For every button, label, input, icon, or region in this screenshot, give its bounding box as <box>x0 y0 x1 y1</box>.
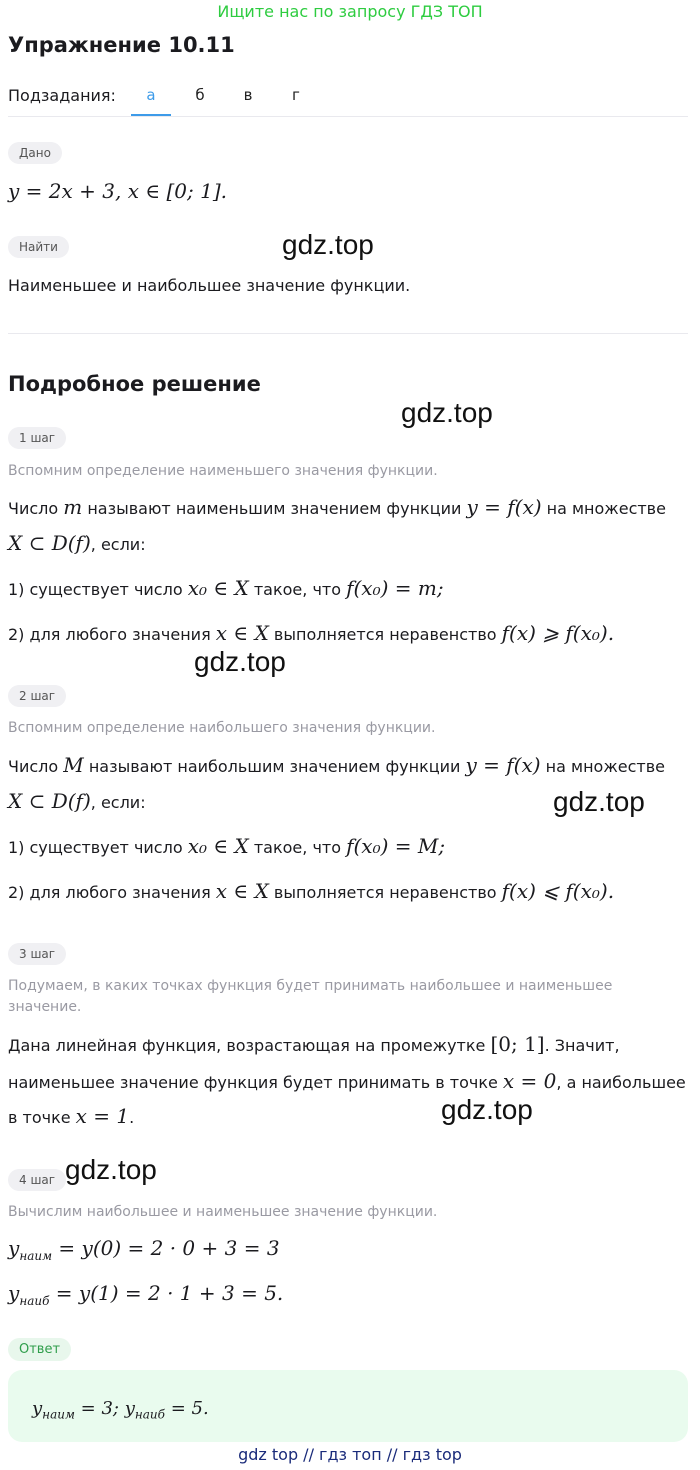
answer-pill: Ответ <box>8 1338 71 1361</box>
footer-links[interactable]: gdz top // гдз топ // гдз top <box>238 1445 462 1464</box>
subtasks-label: Подзадания: <box>8 86 116 105</box>
step-3-line-2: наименьшее значение функция будет принимать в точке x = 0, а наибольшее <box>8 1069 686 1093</box>
watermark: gdz.top <box>194 646 286 677</box>
step-4-hint: Вычислим наибольшее и наименьшее значение функции. <box>8 1204 438 1220</box>
step-3-hint-2: значение. <box>8 999 82 1015</box>
step-3-line-3: в точке x = 1. <box>8 1104 135 1128</box>
step-1-line-3: 1) существует число x₀ ∈ X такое, что f(x₀) = m; <box>8 576 444 600</box>
solution-title: Подробное решение <box>8 372 261 396</box>
step-4-formula-min: $y_{наим} = y(0) = 2 \cdot 0 + 3 = 3$ <box>8 1236 280 1263</box>
tab-g[interactable]: г <box>292 86 300 104</box>
step-4-pill: 4 шаг <box>8 1169 66 1191</box>
watermark: gdz.top <box>553 786 645 817</box>
watermark: gdz.top <box>65 1154 157 1185</box>
given-formula: y = 2x + 3, x ∈ [0; 1]. <box>8 179 227 203</box>
tab-a[interactable]: а <box>146 86 156 104</box>
step-1-line-1: Число m называют наименьшим значением функции y = f(x) на множестве <box>8 495 666 519</box>
step-2-hint: Вспомним определение наибольшего значения функции. <box>8 720 436 736</box>
divider <box>8 333 688 334</box>
step-3-line-1: Дана линейная функция, возрастающая на промежутке [0; 1]. Значит, <box>8 1032 620 1056</box>
search-banner: Ищите нас по запросу ГДЗ ТОП <box>217 2 483 21</box>
divider <box>8 116 688 117</box>
watermark: gdz.top <box>401 397 493 428</box>
step-1-pill: 1 шаг <box>8 427 66 449</box>
page-title: Упражнение 10.11 <box>8 33 235 57</box>
step-2-line-4: 2) для любого значения x ∈ X выполняется неравенство f(x) ⩽ f(x₀). <box>8 879 615 903</box>
watermark: gdz.top <box>441 1094 533 1125</box>
tab-b[interactable]: б <box>195 86 205 104</box>
step-1-line-2: X ⊂ D(f), если: <box>8 531 146 555</box>
step-1-line-4: 2) для любого значения x ∈ X выполняется неравенство f(x) ⩾ f(x₀). <box>8 621 615 645</box>
find-pill: Найти <box>8 236 69 258</box>
step-4-formula-max: $y_{наиб} = y(1) = 2 \cdot 1 + 3 = 5$. <box>8 1281 284 1308</box>
watermark: gdz.top <box>282 229 374 260</box>
given-pill: Дано <box>8 142 62 164</box>
tab-v[interactable]: в <box>243 86 253 104</box>
find-text: Наименьшее и наибольшее значение функции. <box>8 276 411 295</box>
step-2-line-1: Число M называют наибольшим значением функции y = f(x) на множестве <box>8 753 665 777</box>
step-2-line-2: X ⊂ D(f), если: <box>8 789 146 813</box>
step-3-pill: 3 шаг <box>8 943 66 965</box>
step-2-pill: 2 шаг <box>8 685 66 707</box>
step-3-hint-1: Подумаем, в каких точках функция будет принимать наибольшее и наименьшее <box>8 978 613 994</box>
step-2-line-3: 1) существует число x₀ ∈ X такое, что f(x₀) = M; <box>8 834 446 858</box>
step-1-hint: Вспомним определение наименьшего значения функции. <box>8 463 438 479</box>
answer-formula: $y_{наим} = 3$; $y_{наиб} = 5$. <box>32 1398 209 1422</box>
